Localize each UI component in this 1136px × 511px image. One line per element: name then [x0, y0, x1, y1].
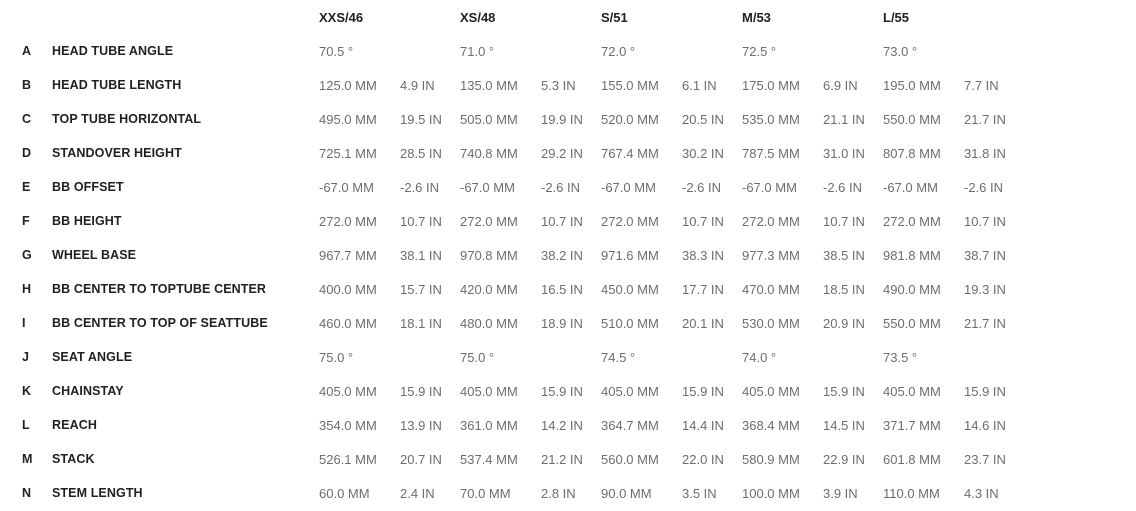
cell-mm: 520.0 MM: [601, 111, 659, 127]
cell-in: 22.9 IN: [823, 451, 865, 467]
cell-mm: -67.0 MM: [883, 179, 938, 195]
cell-in: 22.0 IN: [682, 451, 724, 467]
cell-in: 15.7 IN: [400, 281, 442, 297]
row-letter: J: [22, 350, 29, 364]
cell-in: 4.9 IN: [400, 77, 435, 93]
cell-mm: -67.0 MM: [601, 179, 656, 195]
cell-mm: 405.0 MM: [319, 383, 377, 399]
cell-mm: 73.0 °: [883, 43, 918, 59]
cell-in: 30.2 IN: [682, 145, 724, 161]
row-letter: H: [22, 282, 32, 296]
cell-mm: 807.8 MM: [883, 145, 941, 161]
row-label: HEAD TUBE ANGLE: [52, 44, 174, 58]
row-letter: M: [22, 452, 33, 466]
row-letter: E: [22, 180, 31, 194]
cell-mm: 767.4 MM: [601, 145, 659, 161]
row-label: CHAINSTAY: [52, 384, 124, 398]
row-letter: F: [22, 214, 30, 228]
cell-mm: 530.0 MM: [742, 315, 800, 331]
cell-in: 4.3 IN: [964, 485, 999, 501]
cell-mm: 535.0 MM: [742, 111, 800, 127]
cell-mm: 272.0 MM: [742, 213, 800, 229]
cell-in: 2.4 IN: [400, 485, 435, 501]
cell-mm: 971.6 MM: [601, 247, 659, 263]
cell-mm: 195.0 MM: [883, 77, 941, 93]
row-letter: D: [22, 146, 32, 160]
cell-in: 21.2 IN: [541, 451, 583, 467]
cell-mm: 272.0 MM: [460, 213, 518, 229]
cell-mm: 71.0 °: [460, 43, 495, 59]
cell-in: 23.7 IN: [964, 451, 1006, 467]
cell-in: 10.7 IN: [964, 213, 1006, 229]
cell-mm: 70.5 °: [319, 43, 354, 59]
cell-in: -2.6 IN: [541, 179, 581, 195]
cell-mm: 272.0 MM: [883, 213, 941, 229]
cell-in: -2.6 IN: [823, 179, 863, 195]
row-label: BB HEIGHT: [52, 214, 122, 228]
cell-mm: -67.0 MM: [742, 179, 797, 195]
cell-mm: 405.0 MM: [742, 383, 800, 399]
cell-in: 3.5 IN: [682, 485, 717, 501]
cell-in: 7.7 IN: [964, 77, 999, 93]
cell-mm: 125.0 MM: [319, 77, 377, 93]
cell-in: 38.5 IN: [823, 247, 865, 263]
cell-mm: 100.0 MM: [742, 485, 800, 501]
row-label: BB CENTER TO TOP OF SEATTUBE: [52, 316, 268, 330]
cell-mm: 495.0 MM: [319, 111, 377, 127]
cell-in: 15.9 IN: [823, 383, 865, 399]
cell-in: 15.9 IN: [964, 383, 1006, 399]
cell-mm: 155.0 MM: [601, 77, 659, 93]
cell-mm: 740.8 MM: [460, 145, 518, 161]
size-header-m53: M/53: [742, 9, 771, 25]
size-header-l55: L/55: [883, 9, 910, 25]
cell-in: 10.7 IN: [682, 213, 724, 229]
cell-mm: 110.0 MM: [883, 485, 940, 501]
cell-mm: 400.0 MM: [319, 281, 377, 297]
size-header-xxs46: XXS/46: [319, 9, 364, 25]
cell-mm: 981.8 MM: [883, 247, 941, 263]
cell-in: 10.7 IN: [400, 213, 442, 229]
cell-mm: 354.0 MM: [319, 417, 377, 433]
cell-mm: -67.0 MM: [319, 179, 374, 195]
cell-mm: 601.8 MM: [883, 451, 941, 467]
cell-mm: 272.0 MM: [319, 213, 377, 229]
cell-mm: 75.0 °: [319, 349, 354, 365]
cell-mm: 73.5 °: [883, 349, 918, 365]
cell-mm: 526.1 MM: [319, 451, 377, 467]
row-letter: K: [22, 384, 32, 398]
cell-mm: 368.4 MM: [742, 417, 800, 433]
cell-in: 31.0 IN: [823, 145, 865, 161]
cell-in: 3.9 IN: [823, 485, 858, 501]
cell-in: 5.3 IN: [541, 77, 576, 93]
row-label: SEAT ANGLE: [52, 350, 133, 364]
row-letter: A: [22, 44, 32, 58]
row-letter: C: [22, 112, 32, 126]
row-letter: L: [22, 418, 30, 432]
cell-mm: 135.0 MM: [460, 77, 518, 93]
cell-mm: 405.0 MM: [601, 383, 659, 399]
size-header-s51: S/51: [601, 9, 628, 25]
cell-in: 31.8 IN: [964, 145, 1006, 161]
cell-in: 2.8 IN: [541, 485, 576, 501]
cell-in: 15.9 IN: [400, 383, 442, 399]
cell-in: 20.1 IN: [682, 315, 724, 331]
cell-in: 38.7 IN: [964, 247, 1006, 263]
cell-in: 21.7 IN: [964, 111, 1006, 127]
cell-mm: 450.0 MM: [601, 281, 659, 297]
row-label: BB OFFSET: [52, 180, 124, 194]
cell-in: 38.3 IN: [682, 247, 724, 263]
cell-mm: 510.0 MM: [601, 315, 659, 331]
cell-in: 19.3 IN: [964, 281, 1006, 297]
cell-mm: 70.0 MM: [460, 485, 511, 501]
cell-mm: 725.1 MM: [319, 145, 377, 161]
cell-mm: 560.0 MM: [601, 451, 659, 467]
cell-mm: 550.0 MM: [883, 111, 941, 127]
cell-mm: 364.7 MM: [601, 417, 659, 433]
row-label: BB CENTER TO TOPTUBE CENTER: [52, 282, 267, 296]
row-label: STACK: [52, 452, 95, 466]
cell-mm: 60.0 MM: [319, 485, 370, 501]
row-label: WHEEL BASE: [52, 248, 137, 262]
cell-in: 14.4 IN: [682, 417, 724, 433]
cell-in: 16.5 IN: [541, 281, 583, 297]
cell-in: 28.5 IN: [400, 145, 442, 161]
cell-in: 15.9 IN: [541, 383, 583, 399]
cell-in: 14.5 IN: [823, 417, 865, 433]
size-header-xs48: XS/48: [460, 9, 496, 25]
cell-mm: 405.0 MM: [460, 383, 518, 399]
cell-mm: 787.5 MM: [742, 145, 800, 161]
cell-mm: 272.0 MM: [601, 213, 659, 229]
row-label: TOP TUBE HORIZONTAL: [52, 112, 202, 126]
row-label: HEAD TUBE LENGTH: [52, 78, 182, 92]
cell-in: 15.9 IN: [682, 383, 724, 399]
cell-in: 18.1 IN: [400, 315, 442, 331]
cell-mm: 74.5 °: [601, 349, 636, 365]
cell-mm: 90.0 MM: [601, 485, 652, 501]
cell-in: 19.9 IN: [541, 111, 583, 127]
cell-mm: 537.4 MM: [460, 451, 518, 467]
cell-mm: 175.0 MM: [742, 77, 800, 93]
cell-in: 18.5 IN: [823, 281, 865, 297]
cell-in: 10.7 IN: [823, 213, 865, 229]
cell-in: 6.9 IN: [823, 77, 858, 93]
row-label: STEM LENGTH: [52, 486, 143, 500]
cell-mm: 74.0 °: [742, 349, 777, 365]
cell-mm: 361.0 MM: [460, 417, 518, 433]
cell-in: 10.7 IN: [541, 213, 583, 229]
row-label: STANDOVER HEIGHT: [52, 146, 182, 160]
cell-in: 38.2 IN: [541, 247, 583, 263]
cell-in: 6.1 IN: [682, 77, 717, 93]
cell-mm: 505.0 MM: [460, 111, 518, 127]
cell-in: 17.7 IN: [682, 281, 724, 297]
cell-in: 20.5 IN: [682, 111, 724, 127]
cell-mm: 420.0 MM: [460, 281, 518, 297]
cell-mm: 967.7 MM: [319, 247, 377, 263]
cell-mm: 75.0 °: [460, 349, 495, 365]
row-label: REACH: [52, 418, 97, 432]
cell-mm: 470.0 MM: [742, 281, 800, 297]
cell-mm: 970.8 MM: [460, 247, 518, 263]
cell-mm: 977.3 MM: [742, 247, 800, 263]
cell-mm: 72.0 °: [601, 43, 636, 59]
cell-mm: 480.0 MM: [460, 315, 518, 331]
cell-in: 20.7 IN: [400, 451, 442, 467]
cell-in: 18.9 IN: [541, 315, 583, 331]
row-letter: N: [22, 486, 32, 500]
cell-in: 14.2 IN: [541, 417, 583, 433]
cell-in: 29.2 IN: [541, 145, 583, 161]
cell-mm: 72.5 °: [742, 43, 777, 59]
cell-mm: 371.7 MM: [883, 417, 941, 433]
cell-in: 21.1 IN: [823, 111, 865, 127]
cell-in: -2.6 IN: [682, 179, 722, 195]
cell-mm: 490.0 MM: [883, 281, 941, 297]
cell-in: 19.5 IN: [400, 111, 442, 127]
cell-in: 13.9 IN: [400, 417, 442, 433]
cell-in: -2.6 IN: [964, 179, 1004, 195]
row-letter: G: [22, 248, 32, 262]
cell-in: -2.6 IN: [400, 179, 440, 195]
cell-mm: 405.0 MM: [883, 383, 941, 399]
row-letter: B: [22, 78, 32, 92]
cell-in: 14.6 IN: [964, 417, 1006, 433]
cell-mm: 550.0 MM: [883, 315, 941, 331]
cell-mm: 460.0 MM: [319, 315, 377, 331]
cell-mm: -67.0 MM: [460, 179, 515, 195]
cell-in: 20.9 IN: [823, 315, 865, 331]
cell-in: 38.1 IN: [400, 247, 442, 263]
cell-mm: 580.9 MM: [742, 451, 800, 467]
row-letter: I: [22, 316, 26, 330]
cell-in: 21.7 IN: [964, 315, 1006, 331]
